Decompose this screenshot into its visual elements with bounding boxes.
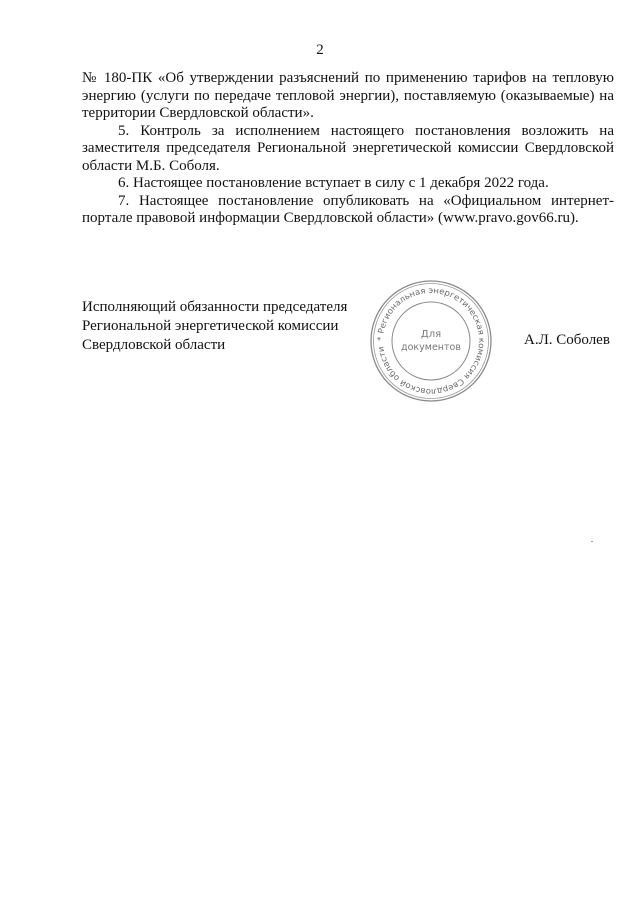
seal-outer-ring: [371, 281, 491, 401]
paragraph-item-7: 7. Настоящее постановление опубликовать на «Официальном интернет-портале правовой информации Свердловской области» (www.pravo.gov66.ru).: [82, 192, 614, 226]
seal-ring-text: * Региональная энергетическая комиссия Свердловской области: [374, 284, 488, 398]
signatory-name: А.Л. Соболев: [524, 332, 610, 348]
paragraph-continuation: № 180-ПК «Об утверждении разъяснений по применению тарифов на тепловую энергию (услуги по передаче тепловой энергии), поставляемую (оказываемые) на территории Свердловской области».: [82, 70, 614, 121]
official-seal-stamp: [368, 278, 494, 404]
seal-outer-ring-inner: [374, 284, 489, 399]
seal-center-text-line1: Для: [420, 329, 442, 340]
seal-inner-ring: [392, 302, 470, 380]
body-text: [82, 70, 614, 228]
scan-speck: [591, 541, 593, 542]
signatory-position-line: Свердловской области: [82, 337, 226, 353]
seal-center-text-line2: документов: [401, 342, 461, 353]
signatory-position-line: Исполняющий обязанности председателя: [82, 299, 348, 315]
signatory-position-line: Региональной энергетической комиссии: [82, 318, 339, 334]
paragraph-item-5: 5. Контроль за исполнением настоящего постановления возложить на заместителя председателя Региональной энергетической комиссии Свердловской области М.Б. Соболя.: [82, 122, 614, 174]
signatory-position: [82, 298, 347, 355]
paragraph-item-6: 6. Настоящее постановление вступает в силу с 1 декабря 2022 года.: [118, 175, 549, 191]
page-number: 2: [316, 42, 324, 58]
